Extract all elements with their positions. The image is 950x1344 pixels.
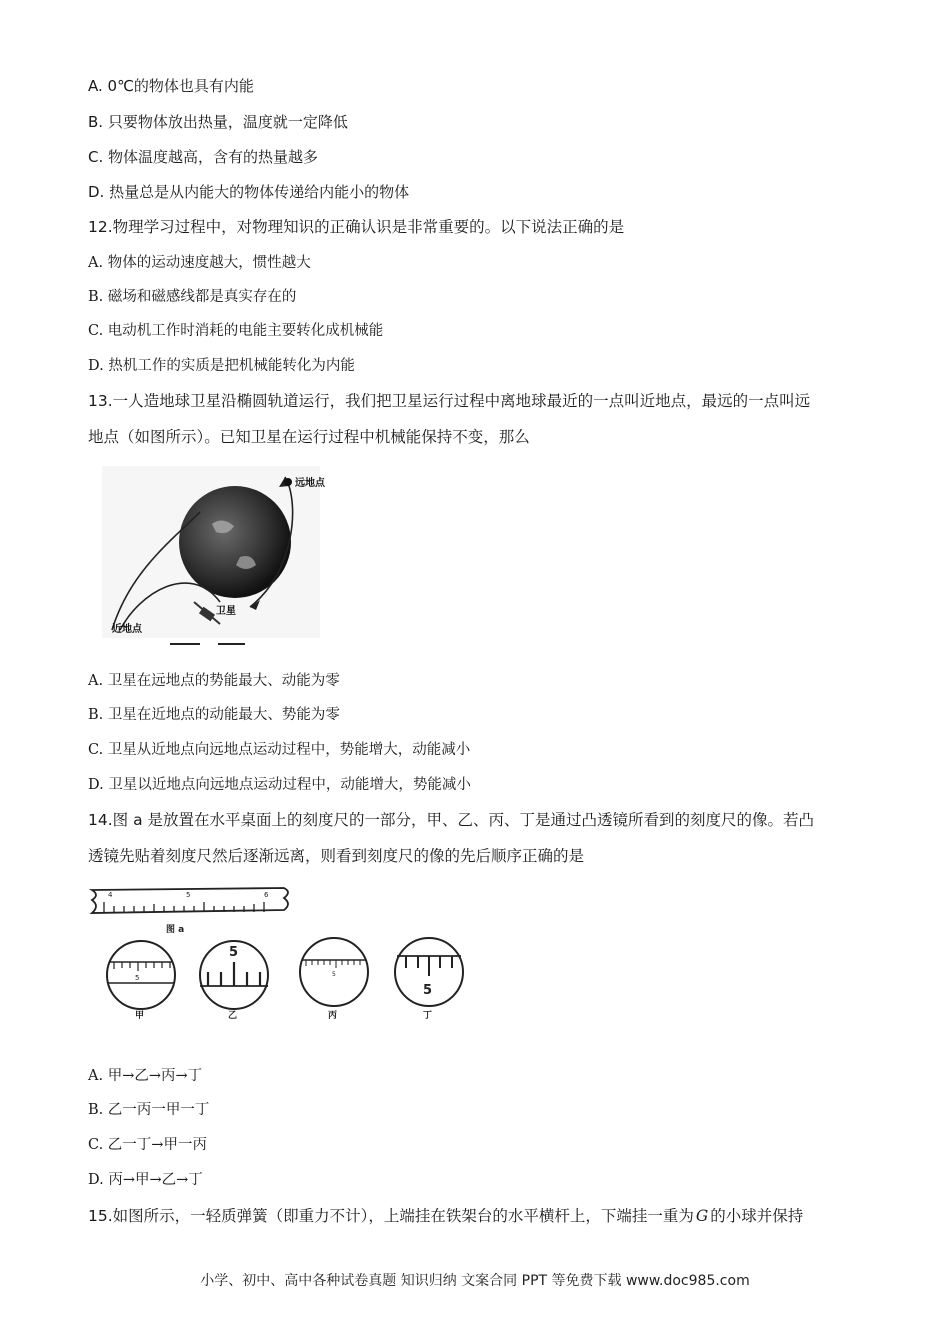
q15-stem-suffix: 的小球并保持 (710, 1207, 804, 1225)
label-bing: 丙 (328, 1011, 338, 1020)
q12-option-a: A. 物体的运动速度越大，惯性越大 (88, 255, 311, 271)
q14-option-d: D. 丙→甲→乙→丁 (88, 1172, 203, 1188)
q14-stem-line2: 透镜先贴着刻度尺然后逐渐远离，则看到刻度尺的像的先后顺序正确的是 (88, 847, 585, 865)
q12-option-b: B. 磁场和磁感线都是真实存在的 (88, 289, 297, 305)
q13-stem-line1: 13.一人造地球卫星沿椭圆轨道运行，我们把卫星运行过程中离地球最近的一点叫近地点，最远的一点叫远 (88, 392, 811, 410)
ruler-icon (92, 888, 288, 913)
q15-stem-variable: G (695, 1207, 709, 1225)
ruler-tick-6: 6 (264, 891, 269, 899)
q12-option-d: D. 热机工作的实质是把机械能转化为内能 (88, 358, 355, 374)
q14-option-c: C. 乙一丁→甲一丙 (88, 1137, 207, 1153)
q12-option-c: C. 电动机工作时消耗的电能主要转化成机械能 (88, 323, 384, 339)
q13-option-a: A. 卫星在远地点的势能最大、动能为零 (88, 673, 340, 689)
q11-option-c: C. 物体温度越高，含有的热量越多 (88, 148, 319, 166)
q13-stem-line2: 地点（如图所示）。已知卫星在运行过程中机械能保持不变，那么 (88, 428, 530, 446)
q15-stem (88, 1206, 803, 1226)
lens-ding-number: 5 (423, 983, 433, 998)
label-jia: 甲 (135, 1011, 145, 1020)
q15-stem-prefix: 15.如图所示，一轻质弹簧（即重力不计），上端挂在铁架台的水平横杆上，下端挂一重为 (88, 1207, 694, 1225)
page-footer: 小学、初中、高中各种试卷真题 知识归纳 文案合同 PPT 等免费下载 www.doc985.com (200, 1273, 750, 1289)
q13-option-b: B. 卫星在近地点的动能最大、势能为零 (88, 707, 340, 723)
q14-stem-line1: 14.图 a 是放置在水平桌面上的刻度尺的一部分，甲、乙、丙、丁是通过凸透镜所看到的刻度尺的像。若凸 (88, 811, 815, 829)
label-yi: 乙 (228, 1011, 238, 1020)
satellite-orbit-figure (100, 462, 325, 647)
lens-yi-number: 5 (229, 945, 239, 960)
q14-option-b: B. 乙一丙一甲一丁 (88, 1102, 210, 1118)
far-point-dot (284, 478, 292, 486)
lens-image-jia (107, 941, 175, 1009)
near-point-label: 近地点 (112, 624, 142, 635)
lens-jia-number: 5 (135, 974, 140, 982)
far-point-label: 远地点 (295, 478, 325, 489)
label-ding: 丁 (423, 1011, 433, 1020)
lens-bing-number: 5 (332, 971, 336, 978)
ruler-tick-5: 5 (186, 891, 191, 899)
q11-option-b: B. 只要物体放出热量，温度就一定降低 (88, 113, 348, 131)
q11-option-a: A. 0℃的物体也具有内能 (88, 77, 254, 95)
satellite-label: 卫星 (216, 606, 236, 617)
q14-option-a: A. 甲→乙→丙→丁 (88, 1068, 203, 1084)
ruler-lens-figure (86, 880, 476, 1020)
q13-option-d: D. 卫星以近地点向远地点运动过程中，动能增大，势能减小 (88, 777, 471, 793)
q12-stem: 12.物理学习过程中，对物理知识的正确认识是非常重要的。以下说法正确的是 (88, 218, 625, 236)
ruler-tick-4: 4 (108, 891, 113, 899)
q13-option-c: C. 卫星从近地点向远地点运动过程中，势能增大，动能减小 (88, 742, 471, 758)
lens-image-bing (300, 938, 368, 1006)
earth-icon (179, 486, 291, 598)
q11-option-d: D. 热量总是从内能大的物体传递给内能小的物体 (88, 183, 410, 201)
lens-image-yi (200, 941, 268, 1009)
ruler-caption: 图 a (166, 925, 185, 935)
lens-image-ding (395, 938, 463, 1006)
